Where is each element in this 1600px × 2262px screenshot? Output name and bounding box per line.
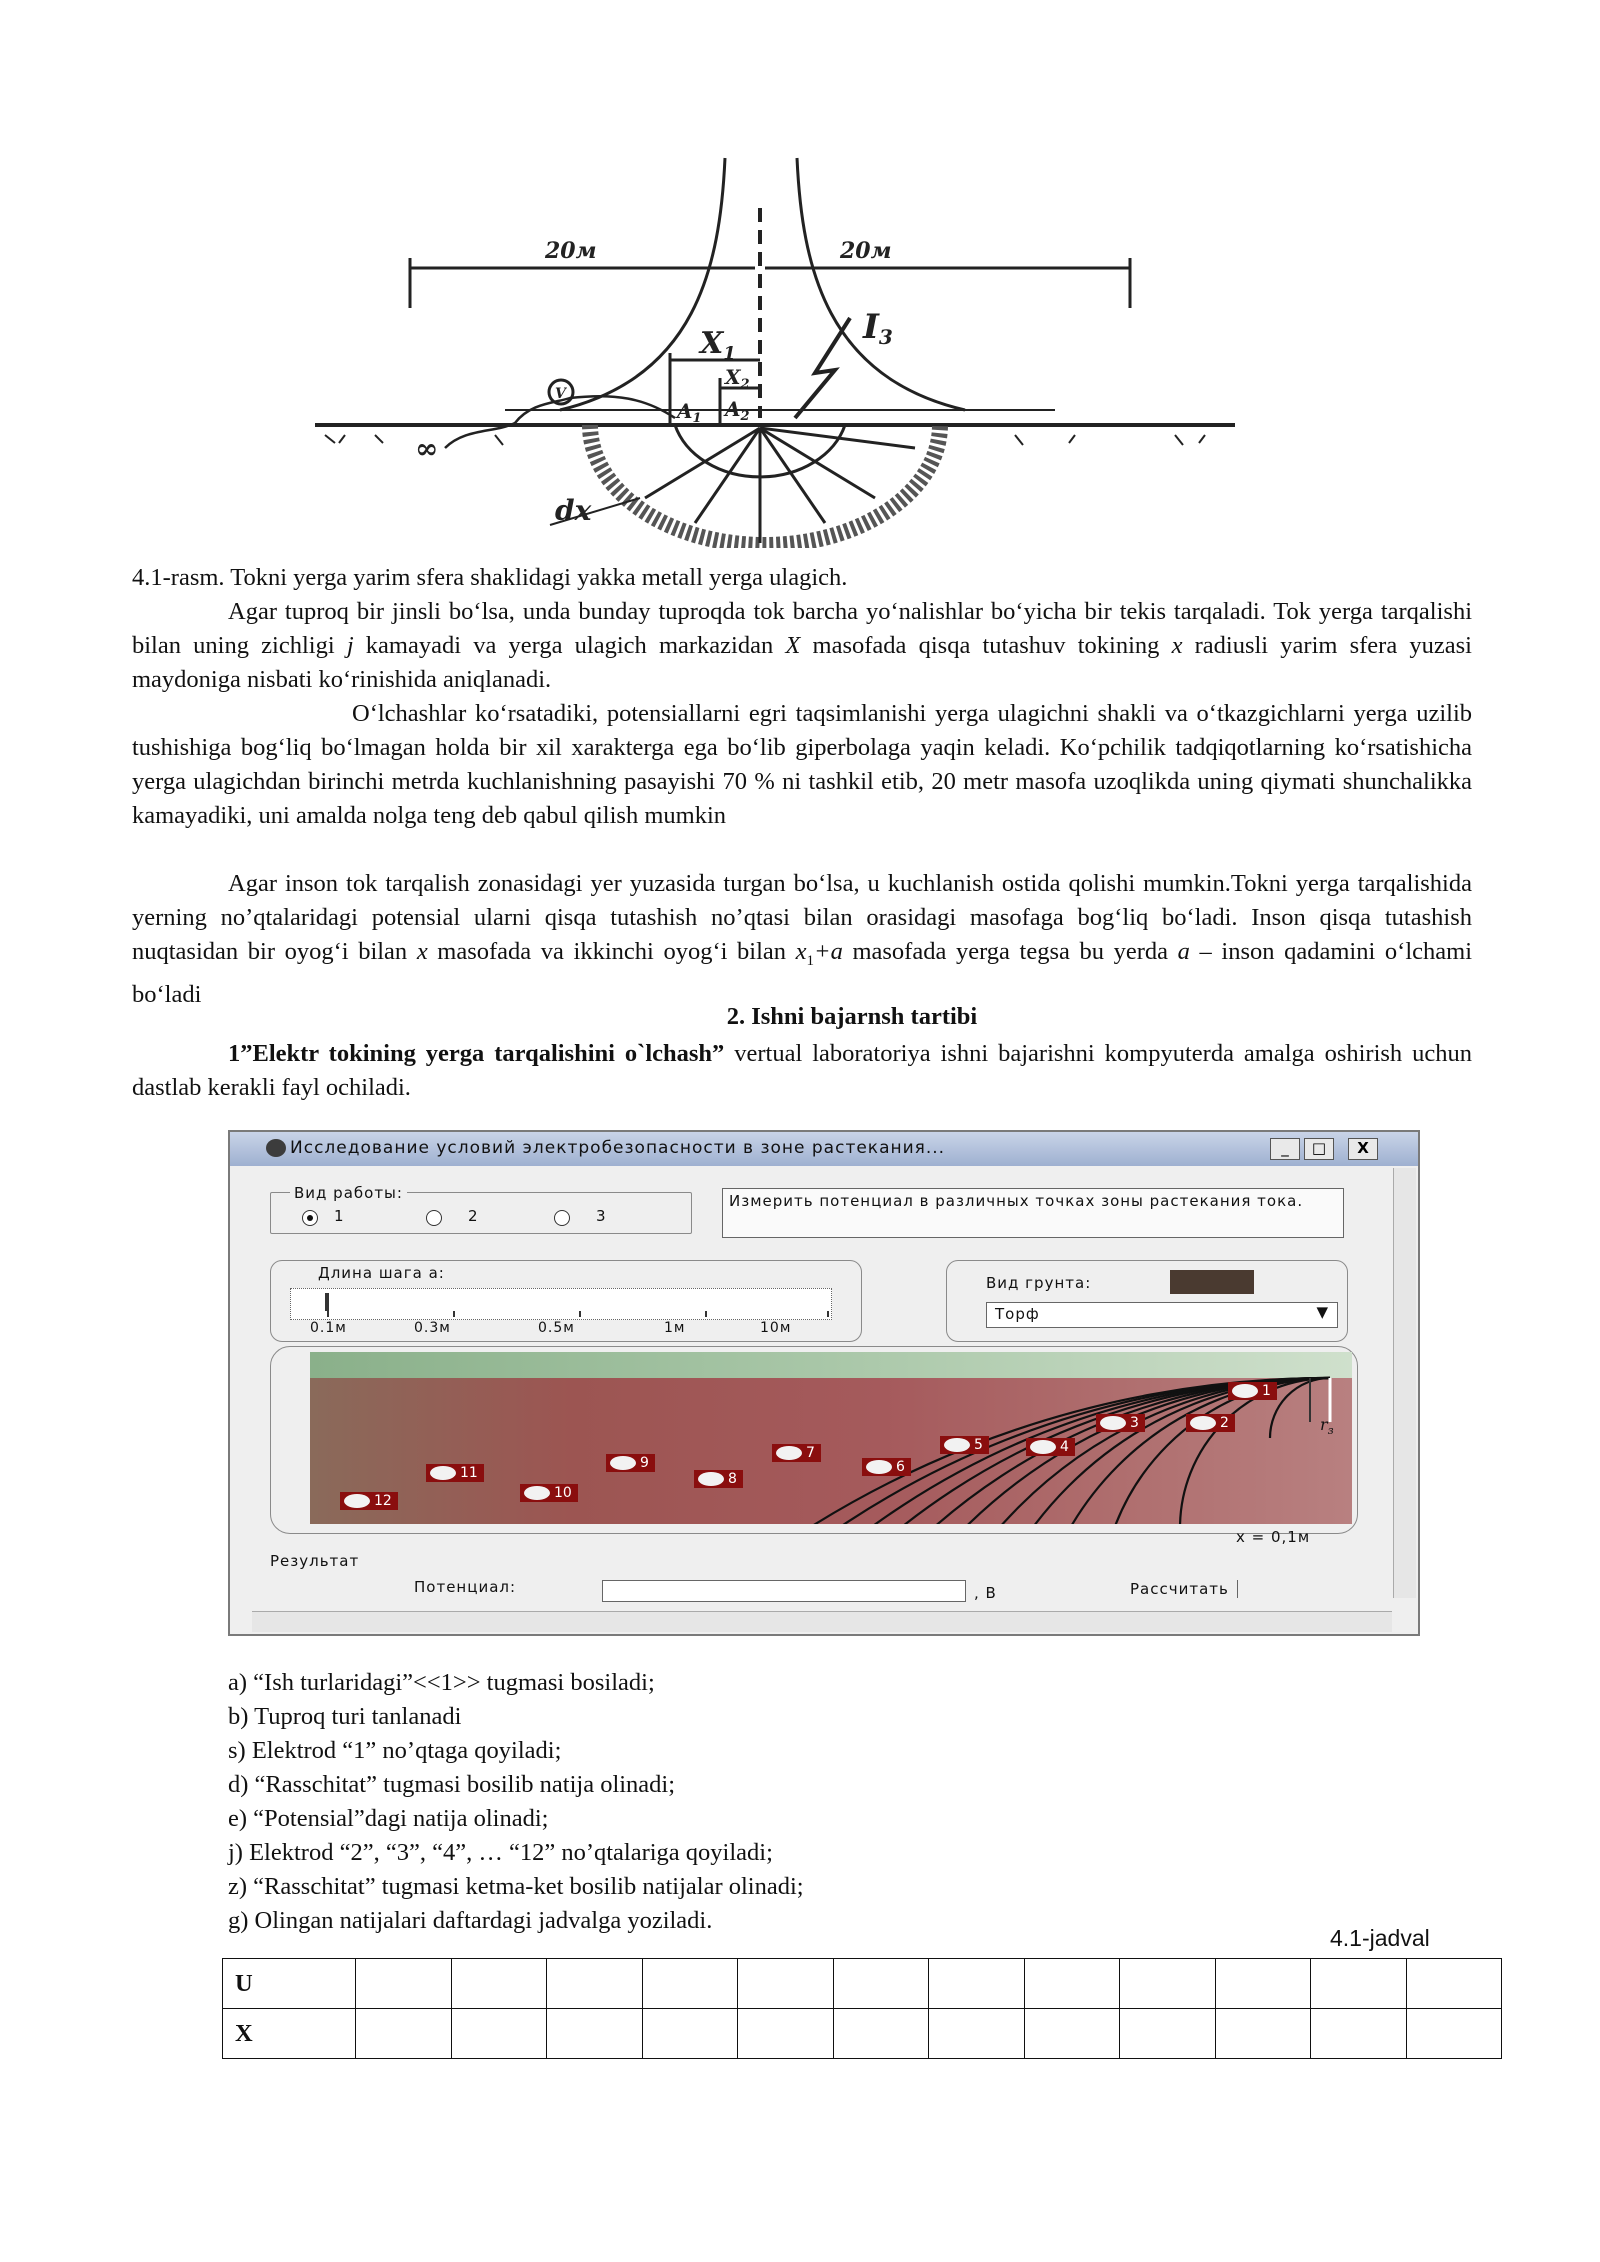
row-header-u: U — [223, 1959, 356, 2009]
distance-right-label: 20м — [840, 238, 892, 264]
tick-label-0: 0.1м — [310, 1320, 347, 1336]
app-icon — [266, 1139, 286, 1157]
step-j: j) Elektrod “2”, “3”, “4”, … “12” no’qtalariga qoyiladi; — [228, 1839, 773, 1866]
slider-thumb[interactable] — [325, 1293, 329, 1311]
step-length-slider[interactable] — [290, 1288, 832, 1320]
step-d: d) “Rasschitat” tugmasi bosilib natija olinadi; — [228, 1771, 676, 1798]
soil-type-group — [946, 1260, 1348, 1342]
radio-work-1-label: 1 — [334, 1207, 345, 1225]
dx-label: dx — [555, 494, 592, 527]
tick-label-2: 0.5м — [538, 1320, 575, 1336]
x1-label: $X_1$ — [700, 326, 736, 364]
tick-label-4: 10м — [760, 1320, 792, 1336]
equipotential-lines — [310, 1352, 1352, 1524]
result-label: Результат — [270, 1552, 360, 1570]
point-8[interactable]: 8 — [694, 1470, 743, 1488]
paragraph-4: 1”Elektr tokining yerga tarqalishini o`lchash” vertual laboratoriya ishni bajarishni kompyuterda amalga oshirish uchun dastlab kerakli fayl ochiladi. — [132, 1040, 1472, 1101]
lab-app-window — [228, 1130, 1420, 1636]
step-s: s) Elektrod “1” no’qtaga qoyiladi; — [228, 1737, 562, 1764]
chevron-down-icon[interactable]: ▼ — [1316, 1303, 1329, 1321]
point-6[interactable]: 6 — [862, 1458, 911, 1476]
potential-output[interactable] — [602, 1580, 966, 1602]
table-row — [223, 1959, 1502, 2009]
soil-type-select[interactable] — [986, 1302, 1338, 1328]
instruction-text: Измерить потенциал в различных точках зоны растекания тока. — [729, 1192, 1304, 1210]
maximize-button[interactable]: □ — [1304, 1138, 1334, 1160]
radio-work-2-label: 2 — [468, 1207, 479, 1225]
soil-swatch — [1170, 1270, 1254, 1294]
title-bar — [230, 1132, 1418, 1166]
point-1[interactable]: 1 — [1228, 1382, 1277, 1400]
tick-label-1: 0.3м — [414, 1320, 451, 1336]
potential-label: Потенциал: — [414, 1578, 517, 1596]
step-g: g) Olingan natijalari daftardagi jadvalga yoziladi. — [228, 1907, 713, 1934]
step-b: b) Tuproq turi tanlanadi — [228, 1703, 462, 1730]
paragraph-1: Agar tuproq bir jinsli bo‘lsa, unda bunday tuproqda tok barcha yo‘nalishlar bo‘yicha bir tekis tarqaladi. Tok yerga tarqalishi bilan uning zichligi j kamayadi va yerga ulagich markazidan X masofada qisqa tutashuv tokining x radiusli yarim sfera yuzasi maydoniga nisbati ko‘rinishida aniqlanadi. — [132, 598, 1472, 693]
potential-unit: , В — [974, 1584, 997, 1602]
x-readout: x = 0,1м — [1236, 1528, 1311, 1546]
section-heading: 2. Ishni bajarnsh tartibi — [726, 1003, 978, 1030]
a1-label: $A_1$ — [677, 399, 702, 426]
point-5[interactable]: 5 — [940, 1436, 989, 1454]
radio-work-3[interactable] — [554, 1210, 570, 1226]
step-z: z) “Rasschitat” tugmasi ketma-ket bosilib natijalar olinadi; — [228, 1873, 804, 1900]
point-11[interactable]: 11 — [426, 1464, 484, 1482]
spreading-zone-field[interactable] — [310, 1352, 1352, 1524]
point-4[interactable]: 4 — [1026, 1438, 1075, 1456]
table-row — [223, 2009, 1502, 2059]
point-2[interactable]: 2 — [1186, 1414, 1235, 1432]
x2-label: $X_2$ — [725, 365, 750, 392]
table-label: 4.1-jadval — [1330, 1925, 1430, 1951]
step-length-label: Длина шага а: — [318, 1264, 445, 1282]
radio-work-2[interactable] — [426, 1210, 442, 1226]
current-label: I3 — [863, 307, 893, 349]
soil-type-label: Вид грунта: — [986, 1274, 1092, 1292]
step-e: e) “Potensial”dagi natija olinadi; — [228, 1805, 549, 1832]
row-header-x: X — [223, 2009, 356, 2059]
figure-caption: 4.1-rasm. Tokni yerga yarim sfera shaklidagi yakka metall yerga ulagich. — [132, 564, 848, 591]
tick-label-3: 1м — [664, 1320, 686, 1336]
results-table — [222, 1958, 1502, 2059]
infinity-label: ∞ — [415, 432, 439, 465]
radio-work-3-label: 3 — [596, 1207, 607, 1225]
horizontal-scrollbar[interactable] — [252, 1611, 1392, 1632]
point-12[interactable]: 12 — [340, 1492, 398, 1510]
vertical-scrollbar[interactable] — [1393, 1168, 1416, 1598]
point-10[interactable]: 10 — [520, 1484, 578, 1502]
paragraph-3: Agar inson tok tarqalish zonasidagi yer yuzasida turgan bo‘lsa, u kuchlanish ostida qolishi mumkin.Tokni yerga tarqalishida yerning no’qtalaridagi potensial ularni qisqa tutashish no’qtasi bilan orasidagi masofaga bog‘liq bo‘ladi. Inson qisqa tutashish nuqtasidan bir oyog‘i bilan x masofada va ikkinchi oyog‘i bilan $x_1+a$ masofada yerga tegsa bu yerda a – inson qadamini o‘lchami bo‘ladi — [132, 870, 1472, 1008]
instruction-box — [722, 1188, 1344, 1238]
work-type-label: Вид работы: — [290, 1184, 407, 1202]
point-3[interactable]: 3 — [1096, 1414, 1145, 1432]
point-7[interactable]: 7 — [772, 1444, 821, 1462]
distance-left-label: 20м — [545, 238, 597, 264]
potential-curve-left — [560, 158, 725, 410]
soil-type-value: Торф — [995, 1305, 1040, 1323]
a2-label: $A_2$ — [725, 397, 750, 424]
calculate-button[interactable]: Рассчитать — [1122, 1580, 1238, 1598]
minimize-button[interactable]: _ — [1270, 1138, 1300, 1160]
step-a: a) “Ish turlaridagi”<<1>> tugmasi bosiladi; — [228, 1669, 655, 1696]
window-title: Исследование условий электробезопасности в зоне растекания... — [290, 1138, 946, 1158]
rz-label: $r_з$ — [1320, 1415, 1334, 1437]
radio-work-1[interactable] — [302, 1210, 318, 1226]
voltmeter-label: V — [555, 386, 566, 402]
figure-4-1-diagram — [315, 148, 1235, 548]
paragraph-2: O‘lchashlar ko‘rsatadiki, potensiallarni egri taqsimlanishi yerga ulagichni shakli va o‘tkazgichlarni yerga uzilib tushishiga bog‘liq bo‘lmagan holda bir xil xarakterga ega bo‘lib giperbolaga yaqin keladi. Ko‘pchilik tadqiqotlarning ko‘rsatishicha yerga ulagichdan birinchi metrda kuchlanishning pasayishi 70 % ni tashkil etib, 20 metr masofa uzoqlikda uning qiymati shunchalikka kamayadiki, uni amalda nolga teng deb qabul qilish mumkin — [132, 700, 1472, 829]
point-9[interactable]: 9 — [606, 1454, 655, 1472]
close-button[interactable]: X — [1348, 1138, 1378, 1160]
procedure-steps — [228, 1666, 804, 1938]
